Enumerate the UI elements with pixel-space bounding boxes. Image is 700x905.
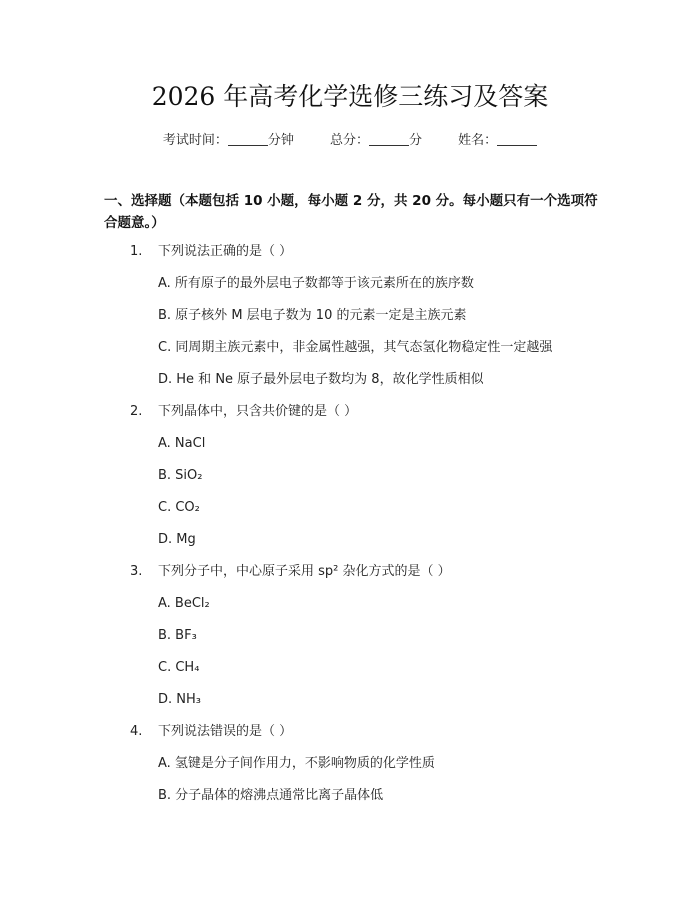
question-number: 3. xyxy=(130,564,143,579)
option-3b: B. BF₃ xyxy=(158,628,197,643)
option-1b: B. 原子核外 M 层电子数为 10 的元素一定是主族元素 xyxy=(158,308,467,323)
time-field xyxy=(163,133,294,148)
name-field xyxy=(458,133,537,148)
exam-meta xyxy=(0,130,700,152)
time-blank xyxy=(228,131,268,146)
question-text: 下列说法错误的是（ ） xyxy=(158,724,293,739)
option-1a: A. 所有原子的最外层电子数都等于该元素所在的族序数 xyxy=(158,276,474,291)
question-number: 1. xyxy=(130,244,143,259)
option-2a: A. NaCl xyxy=(158,436,206,451)
name-label: 姓名： xyxy=(458,133,498,148)
option-4b: B. 分子晶体的熔沸点通常比离子晶体低 xyxy=(158,788,384,803)
score-field xyxy=(330,133,422,148)
section-heading: 一、选择题（本题包括 10 小题，每小题 2 分，共 20 分。每小题只有一个选项符合题意。） xyxy=(104,193,598,231)
option-1d: D. He 和 Ne 原子最外层电子数均为 8，故化学性质相似 xyxy=(158,372,484,387)
question-text: 下列分子中，中心原子采用 sp² 杂化方式的是（ ） xyxy=(158,564,451,579)
score-label: 总分： xyxy=(329,133,369,148)
question-text: 下列晶体中，只含共价键的是（ ） xyxy=(158,404,358,419)
option-4a: A. 氢键是分子间作用力，不影响物质的化学性质 xyxy=(158,756,435,771)
question-number: 4. xyxy=(130,724,143,739)
question-number: 2. xyxy=(130,404,143,419)
option-1c: C. 同周期主族元素中，非金属性越强，其气态氢化物稳定性一定越强 xyxy=(158,340,553,355)
time-unit: 分钟 xyxy=(267,133,294,148)
question-text: 下列说法正确的是（ ） xyxy=(158,244,293,259)
option-2c: C. CO₂ xyxy=(158,500,200,515)
time-label: 考试时间： xyxy=(162,133,228,148)
option-2b: B. SiO₂ xyxy=(158,468,203,483)
score-unit: 分 xyxy=(409,133,423,148)
option-3d: D. NH₃ xyxy=(158,692,201,707)
option-3a: A. BeCl₂ xyxy=(158,596,210,611)
page-title: 2026 年高考化学选修三练习及答案 xyxy=(151,82,549,111)
score-blank xyxy=(369,131,409,146)
option-3c: C. CH₄ xyxy=(158,660,200,675)
name-blank xyxy=(497,131,537,146)
option-2d: D. Mg xyxy=(158,532,196,547)
